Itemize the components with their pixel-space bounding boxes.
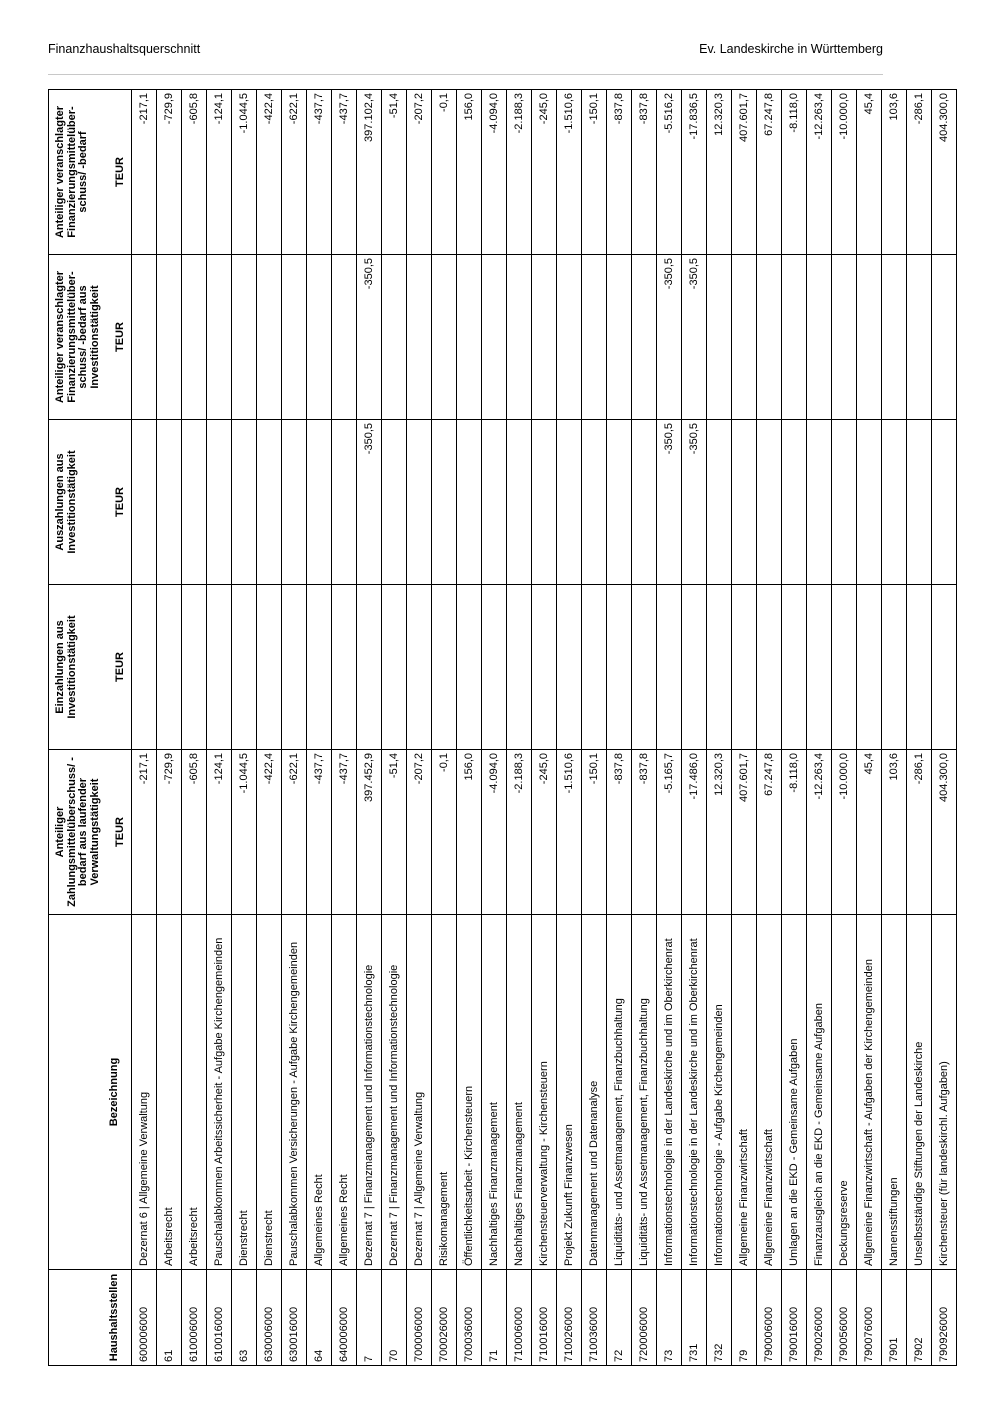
unit-label: TEUR xyxy=(115,750,132,915)
cell-code: 790026000 xyxy=(807,1270,832,1366)
cell-finanzierung-investition xyxy=(782,255,807,420)
table-row xyxy=(807,90,832,1366)
cell-auszahlungen: -350,5 xyxy=(657,420,682,585)
cell-zahlungsmittel: 404.300,0 xyxy=(932,750,957,915)
cell-einzahlungen xyxy=(707,585,732,750)
cell-zahlungsmittel: -1.044,5 xyxy=(232,750,257,915)
table-row xyxy=(282,90,307,1366)
cell-name: Arbeitsrecht xyxy=(157,915,182,1270)
cell-finanzierung-gesamt: -2.188,3 xyxy=(507,90,532,255)
table-row xyxy=(907,90,932,1366)
cell-einzahlungen xyxy=(382,585,407,750)
cell-zahlungsmittel: 103,6 xyxy=(882,750,907,915)
cell-name: Pauschalabkommen Arbeitssicherheit - Aufgabe Kirchengemeinden xyxy=(207,915,232,1270)
column-header-auszahlungen: Auszahlungen aus Investitionstätigkeit xyxy=(49,420,116,585)
cell-einzahlungen xyxy=(882,585,907,750)
table-row xyxy=(407,90,432,1366)
cell-einzahlungen xyxy=(932,585,957,750)
cell-auszahlungen xyxy=(282,420,307,585)
cell-finanzierung-gesamt: -622,1 xyxy=(282,90,307,255)
cell-name: Nachhaltiges Finanzmanagement xyxy=(507,915,532,1270)
cell-name: Kirchensteuer (für landeskirchl. Aufgaben) xyxy=(932,915,957,1270)
cell-einzahlungen xyxy=(357,585,382,750)
cell-code: 790016000 xyxy=(782,1270,807,1366)
cell-name: Allgemeines Recht xyxy=(307,915,332,1270)
cell-finanzierung-gesamt: -10.000,0 xyxy=(832,90,857,255)
table-row xyxy=(382,90,407,1366)
cell-auszahlungen xyxy=(707,420,732,585)
cell-code: 64 xyxy=(307,1270,332,1366)
cell-auszahlungen xyxy=(782,420,807,585)
cell-finanzierung-investition xyxy=(207,255,232,420)
column-header-finanzierung-investition: Anteiliger veranschlagter Finanzierungsmittelüber-schuss/ -bedarf aus Investitionstätigkeit xyxy=(49,255,116,420)
cell-name: Allgemeine Finanzwirtschaft xyxy=(757,915,782,1270)
cell-zahlungsmittel: -286,1 xyxy=(907,750,932,915)
cell-code: 70 xyxy=(382,1270,407,1366)
cell-name: Dienstrecht xyxy=(257,915,282,1270)
cell-einzahlungen xyxy=(807,585,832,750)
table-row xyxy=(932,90,957,1366)
cell-finanzierung-investition xyxy=(182,255,207,420)
cell-finanzierung-investition xyxy=(157,255,182,420)
cell-zahlungsmittel: -1.510,6 xyxy=(557,750,582,915)
cell-zahlungsmittel: -5.165,7 xyxy=(657,750,682,915)
cell-finanzierung-gesamt: -12.263,4 xyxy=(807,90,832,255)
cell-name: Informationstechnologie in der Landeskirche und im Oberkirchenrat xyxy=(682,915,707,1270)
cell-auszahlungen xyxy=(182,420,207,585)
cell-einzahlungen xyxy=(457,585,482,750)
table-row xyxy=(832,90,857,1366)
cell-finanzierung-investition xyxy=(257,255,282,420)
cell-finanzierung-gesamt: -245,0 xyxy=(532,90,557,255)
cell-auszahlungen xyxy=(807,420,832,585)
cell-zahlungsmittel: -10.000,0 xyxy=(832,750,857,915)
cell-finanzierung-gesamt: -5.516,2 xyxy=(657,90,682,255)
cell-einzahlungen xyxy=(657,585,682,750)
cell-name: Finanzausgleich an die EKD - Gemeinsame Aufgaben xyxy=(807,915,832,1270)
cell-code: 79 xyxy=(732,1270,757,1366)
cell-auszahlungen xyxy=(857,420,882,585)
cell-einzahlungen xyxy=(507,585,532,750)
cell-zahlungsmittel: -217,1 xyxy=(132,750,157,915)
cell-einzahlungen xyxy=(482,585,507,750)
cell-einzahlungen xyxy=(732,585,757,750)
cell-code: 710026000 xyxy=(557,1270,582,1366)
cell-finanzierung-investition xyxy=(732,255,757,420)
table-row xyxy=(757,90,782,1366)
cell-code: 7902 xyxy=(907,1270,932,1366)
cell-einzahlungen xyxy=(907,585,932,750)
table-row xyxy=(582,90,607,1366)
cell-zahlungsmittel: -8.118,0 xyxy=(782,750,807,915)
cell-code: 610006000 xyxy=(182,1270,207,1366)
cell-finanzierung-gesamt: -217,1 xyxy=(132,90,157,255)
cell-name: Pauschalabkommen Versicherungen - Aufgabe Kirchengemeinden xyxy=(282,915,307,1270)
cell-auszahlungen xyxy=(932,420,957,585)
cell-finanzierung-gesamt: -437,7 xyxy=(307,90,332,255)
cell-finanzierung-investition xyxy=(532,255,557,420)
cell-finanzierung-investition xyxy=(882,255,907,420)
cell-einzahlungen xyxy=(532,585,557,750)
cell-zahlungsmittel: -837,8 xyxy=(632,750,657,915)
cell-finanzierung-gesamt: -422,4 xyxy=(257,90,282,255)
cell-code: 610016000 xyxy=(207,1270,232,1366)
cell-finanzierung-investition: -350,5 xyxy=(357,255,382,420)
table-row xyxy=(857,90,882,1366)
table-row xyxy=(882,90,907,1366)
cell-code: 790926000 xyxy=(932,1270,957,1366)
cell-finanzierung-gesamt: -837,8 xyxy=(607,90,632,255)
cell-zahlungsmittel: -51,4 xyxy=(382,750,407,915)
cell-code: 710006000 xyxy=(507,1270,532,1366)
cell-code: 710016000 xyxy=(532,1270,557,1366)
cell-code: 61 xyxy=(157,1270,182,1366)
cell-zahlungsmittel: 397.452,9 xyxy=(357,750,382,915)
cell-auszahlungen xyxy=(732,420,757,585)
cell-name: Allgemeines Recht xyxy=(332,915,357,1270)
cell-finanzierung-gesamt: -837,8 xyxy=(632,90,657,255)
table-body xyxy=(132,90,957,1366)
cell-finanzierung-gesamt: -150,1 xyxy=(582,90,607,255)
table-row xyxy=(732,90,757,1366)
cell-code: 7901 xyxy=(882,1270,907,1366)
cell-name: Dienstrecht xyxy=(232,915,257,1270)
cell-name: Risikomanagement xyxy=(432,915,457,1270)
cell-finanzierung-gesamt: -0,1 xyxy=(432,90,457,255)
table-row xyxy=(657,90,682,1366)
cell-name: Nachhaltiges Finanzmanagement xyxy=(482,915,507,1270)
cell-code: 640006000 xyxy=(332,1270,357,1366)
cell-code: 700026000 xyxy=(432,1270,457,1366)
cell-auszahlungen xyxy=(557,420,582,585)
document-title: Finanzhaushaltsquerschnitt xyxy=(48,42,201,56)
table-row xyxy=(707,90,732,1366)
cell-zahlungsmittel: 12.320,3 xyxy=(707,750,732,915)
cell-einzahlungen xyxy=(682,585,707,750)
cell-zahlungsmittel: -207,2 xyxy=(407,750,432,915)
cell-name: Unselbstständige Stiftungen der Landeskirche xyxy=(907,915,932,1270)
cell-finanzierung-investition xyxy=(432,255,457,420)
cell-finanzierung-investition xyxy=(307,255,332,420)
cell-finanzierung-gesamt: -124,1 xyxy=(207,90,232,255)
cell-name: Allgemeine Finanzwirtschaft xyxy=(732,915,757,1270)
cell-zahlungsmittel: -0,1 xyxy=(432,750,457,915)
cell-finanzierung-gesamt: 103,6 xyxy=(882,90,907,255)
cell-einzahlungen xyxy=(282,585,307,750)
table-row xyxy=(632,90,657,1366)
cell-auszahlungen xyxy=(632,420,657,585)
cell-zahlungsmittel: 67.247,8 xyxy=(757,750,782,915)
cell-code: 731 xyxy=(682,1270,707,1366)
cell-zahlungsmittel: -4.094,0 xyxy=(482,750,507,915)
column-header-bezeichnung: Bezeichnung xyxy=(49,915,132,1270)
cell-finanzierung-gesamt: -4.094,0 xyxy=(482,90,507,255)
cell-zahlungsmittel: -150,1 xyxy=(582,750,607,915)
cell-auszahlungen xyxy=(432,420,457,585)
cell-zahlungsmittel: 156,0 xyxy=(457,750,482,915)
cell-auszahlungen xyxy=(482,420,507,585)
cell-zahlungsmittel: -17.486,0 xyxy=(682,750,707,915)
table-row xyxy=(557,90,582,1366)
organization-name: Ev. Landeskirche in Württemberg xyxy=(699,42,883,56)
column-header-zahlungsmittel: Anteiliger Zahlungsmittelüberschuss/ -bedarf aus laufender Verwaltungstätigkeit xyxy=(49,750,116,915)
cell-zahlungsmittel: -422,4 xyxy=(257,750,282,915)
cell-finanzierung-investition xyxy=(557,255,582,420)
cell-auszahlungen xyxy=(532,420,557,585)
cell-name: Dezernat 7 | Finanzmanagement und Informationstechnologie xyxy=(357,915,382,1270)
cell-finanzierung-investition xyxy=(332,255,357,420)
cell-finanzierung-gesamt: -605,8 xyxy=(182,90,207,255)
cell-einzahlungen xyxy=(432,585,457,750)
unit-label: TEUR xyxy=(115,255,132,420)
table-container xyxy=(48,90,950,1366)
cell-finanzierung-investition xyxy=(457,255,482,420)
cell-name: Deckungsreserve xyxy=(832,915,857,1270)
cell-code: 630016000 xyxy=(282,1270,307,1366)
cell-einzahlungen xyxy=(157,585,182,750)
cell-name: Datenmanagement und Datenanalyse xyxy=(582,915,607,1270)
cell-auszahlungen xyxy=(457,420,482,585)
cell-name: Projekt Zukunft Finanzwesen xyxy=(557,915,582,1270)
table-row xyxy=(232,90,257,1366)
table-row xyxy=(332,90,357,1366)
cell-finanzierung-investition xyxy=(582,255,607,420)
cell-name: Namensstiftungen xyxy=(882,915,907,1270)
cell-einzahlungen xyxy=(832,585,857,750)
cell-auszahlungen xyxy=(907,420,932,585)
table-row xyxy=(607,90,632,1366)
cell-code: 700036000 xyxy=(457,1270,482,1366)
cell-einzahlungen xyxy=(782,585,807,750)
cell-finanzierung-investition xyxy=(232,255,257,420)
cell-finanzierung-investition xyxy=(382,255,407,420)
cell-auszahlungen: -350,5 xyxy=(357,420,382,585)
cell-code: 7 xyxy=(357,1270,382,1366)
cell-einzahlungen xyxy=(607,585,632,750)
cell-finanzierung-gesamt: -8.118,0 xyxy=(782,90,807,255)
cell-einzahlungen xyxy=(582,585,607,750)
cell-name: Umlagen an die EKD - Gemeinsame Aufgaben xyxy=(782,915,807,1270)
column-header-finanzierung-gesamt: Anteiliger veranschlagter Finanzierungsmittelüber-schuss/ -bedarf xyxy=(49,90,116,255)
cell-finanzierung-gesamt: -437,7 xyxy=(332,90,357,255)
cell-zahlungsmittel: -12.263,4 xyxy=(807,750,832,915)
cell-finanzierung-investition xyxy=(607,255,632,420)
cell-einzahlungen xyxy=(307,585,332,750)
cell-zahlungsmittel: -245,0 xyxy=(532,750,557,915)
cell-einzahlungen xyxy=(207,585,232,750)
cell-code: 73 xyxy=(657,1270,682,1366)
cell-finanzierung-gesamt: -1.510,6 xyxy=(557,90,582,255)
cell-finanzierung-gesamt: -17.836,5 xyxy=(682,90,707,255)
cell-finanzierung-investition xyxy=(807,255,832,420)
cell-name: Informationstechnologie in der Landeskirche und im Oberkirchenrat xyxy=(657,915,682,1270)
cell-finanzierung-gesamt: 156,0 xyxy=(457,90,482,255)
cell-auszahlungen xyxy=(382,420,407,585)
column-header-haushaltsstellen: Haushaltsstellen xyxy=(49,1270,132,1366)
cell-auszahlungen xyxy=(757,420,782,585)
cell-finanzierung-investition xyxy=(932,255,957,420)
cell-einzahlungen xyxy=(757,585,782,750)
cell-einzahlungen xyxy=(557,585,582,750)
cell-code: 71 xyxy=(482,1270,507,1366)
cell-auszahlungen xyxy=(882,420,907,585)
cell-auszahlungen xyxy=(582,420,607,585)
cell-code: 700006000 xyxy=(407,1270,432,1366)
cell-finanzierung-gesamt: -207,2 xyxy=(407,90,432,255)
cell-auszahlungen xyxy=(232,420,257,585)
table-row xyxy=(182,90,207,1366)
cell-einzahlungen xyxy=(132,585,157,750)
cell-zahlungsmittel: -2.188,3 xyxy=(507,750,532,915)
table-row xyxy=(532,90,557,1366)
cell-zahlungsmittel: -437,7 xyxy=(307,750,332,915)
cell-finanzierung-gesamt: 12.320,3 xyxy=(707,90,732,255)
cell-name: Dezernat 6 | Allgemeine Verwaltung xyxy=(132,915,157,1270)
cell-auszahlungen xyxy=(157,420,182,585)
unit-label: TEUR xyxy=(115,90,132,255)
cell-finanzierung-investition xyxy=(132,255,157,420)
table-row xyxy=(457,90,482,1366)
cell-name: Liquiditäts- und Assetmanagement, Finanzbuchhaltung xyxy=(607,915,632,1270)
cell-auszahlungen xyxy=(407,420,432,585)
cell-einzahlungen xyxy=(407,585,432,750)
cell-code: 630006000 xyxy=(257,1270,282,1366)
cell-auszahlungen xyxy=(257,420,282,585)
cell-finanzierung-investition: -350,5 xyxy=(657,255,682,420)
cell-finanzierung-gesamt: 397.102,4 xyxy=(357,90,382,255)
cell-zahlungsmittel: -622,1 xyxy=(282,750,307,915)
cell-code: 600006000 xyxy=(132,1270,157,1366)
cell-finanzierung-gesamt: 45,4 xyxy=(857,90,882,255)
cell-code: 63 xyxy=(232,1270,257,1366)
cell-finanzierung-investition xyxy=(907,255,932,420)
cell-einzahlungen xyxy=(332,585,357,750)
cell-finanzierung-investition xyxy=(632,255,657,420)
cell-auszahlungen xyxy=(607,420,632,585)
cell-zahlungsmittel: -437,7 xyxy=(332,750,357,915)
table-row xyxy=(357,90,382,1366)
cell-name: Kirchensteuerverwaltung - Kirchensteuern xyxy=(532,915,557,1270)
cell-zahlungsmittel: -124,1 xyxy=(207,750,232,915)
cell-name: Liquiditäts- und Assetmanagement, Finanzbuchhaltung xyxy=(632,915,657,1270)
table-row xyxy=(432,90,457,1366)
cell-einzahlungen xyxy=(182,585,207,750)
cell-finanzierung-gesamt: 404.300,0 xyxy=(932,90,957,255)
cell-finanzierung-investition xyxy=(707,255,732,420)
table-row xyxy=(482,90,507,1366)
cell-finanzierung-gesamt: -51,4 xyxy=(382,90,407,255)
cell-name: Öffentlichkeitsarbeit - Kirchensteuern xyxy=(457,915,482,1270)
table-row xyxy=(157,90,182,1366)
cell-zahlungsmittel: 45,4 xyxy=(857,750,882,915)
cell-einzahlungen xyxy=(632,585,657,750)
cell-auszahlungen xyxy=(832,420,857,585)
cell-auszahlungen xyxy=(207,420,232,585)
cell-name: Arbeitsrecht xyxy=(182,915,207,1270)
cell-code: 72 xyxy=(607,1270,632,1366)
cell-finanzierung-gesamt: 67.247,8 xyxy=(757,90,782,255)
rotated-table-wrapper xyxy=(48,90,950,1366)
cell-auszahlungen xyxy=(332,420,357,585)
cell-code: 790076000 xyxy=(857,1270,882,1366)
cell-finanzierung-investition: -350,5 xyxy=(682,255,707,420)
cell-name: Dezernat 7 | Finanzmanagement und Informationstechnologie xyxy=(382,915,407,1270)
cell-zahlungsmittel: -605,8 xyxy=(182,750,207,915)
cell-finanzierung-investition xyxy=(482,255,507,420)
cell-finanzierung-gesamt: -729,9 xyxy=(157,90,182,255)
cell-finanzierung-investition xyxy=(757,255,782,420)
cell-finanzierung-gesamt: -1.044,5 xyxy=(232,90,257,255)
table-row xyxy=(132,90,157,1366)
unit-label: TEUR xyxy=(115,585,132,750)
table-row xyxy=(682,90,707,1366)
cell-einzahlungen xyxy=(232,585,257,750)
cell-code: 720006000 xyxy=(632,1270,657,1366)
table-row xyxy=(782,90,807,1366)
table-row xyxy=(257,90,282,1366)
cell-zahlungsmittel: 407.601,7 xyxy=(732,750,757,915)
cell-zahlungsmittel: -729,9 xyxy=(157,750,182,915)
cell-finanzierung-gesamt: 407.601,7 xyxy=(732,90,757,255)
budget-table xyxy=(48,89,957,1366)
cell-auszahlungen: -350,5 xyxy=(682,420,707,585)
cell-finanzierung-investition xyxy=(832,255,857,420)
cell-finanzierung-investition xyxy=(507,255,532,420)
cell-name: Allgemeine Finanzwirtschaft - Aufgaben der Kirchengemeinden xyxy=(857,915,882,1270)
cell-code: 732 xyxy=(707,1270,732,1366)
cell-auszahlungen xyxy=(307,420,332,585)
cell-zahlungsmittel: -837,8 xyxy=(607,750,632,915)
cell-code: 790056000 xyxy=(832,1270,857,1366)
table-row xyxy=(307,90,332,1366)
cell-einzahlungen xyxy=(857,585,882,750)
cell-code: 790006000 xyxy=(757,1270,782,1366)
cell-name: Informationstechnologie - Aufgabe Kirchengemeinden xyxy=(707,915,732,1270)
cell-auszahlungen xyxy=(507,420,532,585)
cell-finanzierung-investition xyxy=(282,255,307,420)
page-header xyxy=(48,38,883,75)
cell-finanzierung-gesamt: -286,1 xyxy=(907,90,932,255)
cell-auszahlungen xyxy=(132,420,157,585)
table-row xyxy=(507,90,532,1366)
cell-finanzierung-investition xyxy=(857,255,882,420)
table-row xyxy=(207,90,232,1366)
cell-finanzierung-investition xyxy=(407,255,432,420)
cell-code: 710036000 xyxy=(582,1270,607,1366)
column-header-einzahlungen: Einzahlungen aus Investitionstätigkeit xyxy=(49,585,116,750)
cell-einzahlungen xyxy=(257,585,282,750)
unit-label: TEUR xyxy=(115,420,132,585)
cell-name: Dezernat 7 | Allgemeine Verwaltung xyxy=(407,915,432,1270)
